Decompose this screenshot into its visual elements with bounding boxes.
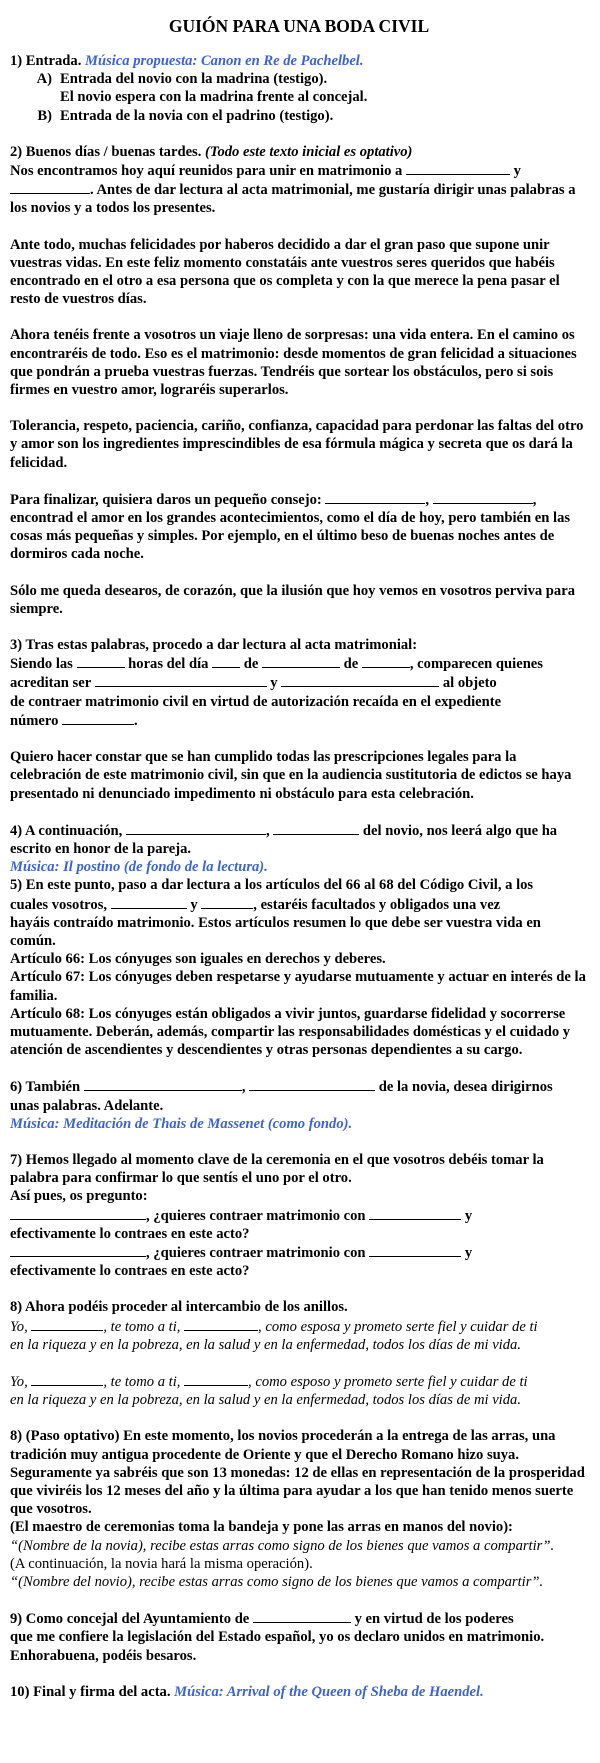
section-lectura-novio: [10, 821, 588, 877]
article-68: Artículo 68: Los cónyuges están obligados a vivir juntos, guardarse fidelidad y socorrerse mutuamente. Deberán, además, compartir las responsabilidades domésticas y el cuidado y atención de ascendientes y descendientes y otras personas dependientes a su cargo.: [10, 1005, 571, 1059]
paragraph-text: del novio, nos leerá algo que ha: [359, 822, 558, 839]
arras-quote: “(Nombre de la novia), recibe estas arras como signo de los bienes que vamos a compartir”.: [10, 1537, 555, 1554]
paragraph-text: cuales vosotros,: [10, 896, 111, 913]
paragraph-text: 6) También: [10, 1079, 84, 1096]
section-heading: 3) Tras estas palabras, procedo a dar lectura al acta matrimonial:: [10, 637, 418, 654]
paragraph: Así pues, os pregunto:: [10, 1188, 148, 1205]
fill-blank[interactable]: [201, 895, 253, 909]
fill-blank[interactable]: [325, 490, 425, 504]
paragraph: Quiero hacer constar que se han cumplido todas las prescripciones legales para la celebración de este matrimonio civil, sin que en la audiencia sustitutoria de edictos se haya presentado ni denunciado impedimento ni obstáculo para esta celebración.: [10, 749, 572, 802]
section-anillos: [10, 1298, 588, 1409]
music-note: Música: Arrival of the Queen of Sheba de Haendel.: [174, 1683, 484, 1700]
article-66: Artículo 66: Los cónyuges son iguales en derechos y deberes.: [10, 951, 386, 968]
section-heading: 2) Buenos días / buenas tardes.: [10, 143, 206, 160]
paragraph-text: de: [339, 656, 362, 673]
paragraph-text: 5) En este punto, paso a dar lectura a los artículos del 66 al 68 del Código Civil, a los: [10, 877, 534, 894]
document-page: [10, 8, 588, 1701]
paragraph: (El maestro de ceremonias toma la bandeja y pone las arras en manos del novio):: [10, 1519, 513, 1536]
vow-text: en la riqueza y en la pobreza, en la salud y en la enfermedad, todos los días de mi vida.: [10, 1336, 521, 1353]
paragraph-text: y: [461, 1207, 473, 1224]
paragraph-text: . Antes de dar lectura al acta matrimonial, me gustaría dirigir unas palabras a los novios y a todos los presentes.: [10, 182, 576, 217]
vow-text: , te tomo a ti,: [103, 1373, 185, 1390]
list-item-continuation: El novio espera con la madrina frente al concejal.: [60, 89, 368, 106]
paragraph-text: , ¿quieres contraer matrimonio con: [146, 1244, 370, 1261]
paragraph-text: hayáis contraído matrimonio. Estos artículos resumen lo que debe ser vuestra vida en común.: [10, 914, 541, 949]
fill-blank[interactable]: [62, 711, 134, 725]
vow-text: , como esposo y prometo serte fiel y cuidar de ti: [248, 1373, 528, 1390]
paragraph-text: que me confiere la legislación del Estado español, yo os declaro unidos en matrimonio. Enhorabuena, podéis besaros.: [10, 1629, 545, 1664]
paragraph-text: ,: [425, 491, 433, 508]
paragraph-text: Para finalizar, quisiera daros un pequeño consejo:: [10, 491, 326, 508]
fill-blank[interactable]: [212, 654, 240, 668]
paragraph-text: de la novia, desea dirigirnos: [375, 1079, 553, 1096]
list-item: Entrada del novio con la madrina (testigo).: [60, 71, 328, 88]
fill-blank[interactable]: [77, 654, 125, 668]
vow-text: , como esposa y prometo serte fiel y cuidar de ti: [258, 1318, 538, 1335]
paragraph-text: 9) Como concejal del Ayuntamiento de: [10, 1611, 253, 1628]
paragraph-text: y: [461, 1244, 473, 1261]
section-acta: [10, 636, 588, 803]
fill-blank[interactable]: [253, 1609, 351, 1623]
section-codigo-civil: [10, 876, 588, 1059]
paragraph-text: ,: [532, 491, 537, 508]
paragraph-text: efectivamente lo contraes en este acto?: [10, 1263, 250, 1280]
section-consentimiento: [10, 1151, 588, 1280]
paragraph: Ante todo, muchas felicidades por haberos decidido a dar el gran paso que supone unir vuestras vidas. En este feliz momento constatáis ante vuestros seres queridos que habéis encontrado en el otro a esa persona que os completa y con la que merece la pena pasar el resto de vuestros días.: [10, 236, 560, 308]
arras-quote: “(Nombre del novio), recibe estas arras como signo de los bienes que vamos a compartir”.: [10, 1574, 544, 1591]
paragraph-text: , estaréis facultados y obligados una vez: [253, 896, 501, 913]
fill-blank[interactable]: [369, 1243, 461, 1257]
paragraph-text: ,: [241, 1079, 250, 1096]
fill-blank[interactable]: [10, 1206, 146, 1220]
paragraph-text: horas del día: [124, 656, 213, 673]
paragraph-text: y: [266, 675, 282, 692]
paragraph-text: acreditan ser: [10, 675, 95, 692]
section-entrada: [10, 52, 588, 125]
fill-blank[interactable]: [10, 180, 90, 194]
section-declaracion: [10, 1609, 588, 1665]
paragraph-text: de: [240, 656, 262, 673]
paragraph-text: encontrad el amor en los grandes acontecimientos, como el día de hoy, pero también en las cosas más pequeñas y simples. Por ejemplo, en el último beso de buenas noches antes de dormiros cada noche.: [10, 510, 571, 563]
music-note: Música: Il postino (de fondo de la lectura).: [10, 859, 268, 876]
paragraph-text: Nos encontramos hoy aquí reunidos para unir en matrimonio a: [10, 163, 406, 180]
list-item: Entrada de la novia con el padrino (testigo).: [60, 107, 334, 124]
list-label: B): [37, 107, 52, 124]
paragraph-text: y: [509, 163, 521, 180]
paragraph-text: .: [134, 712, 138, 729]
section-arras: [10, 1427, 588, 1591]
vow-text: , te tomo a ti,: [103, 1318, 185, 1335]
paragraph: Tolerancia, respeto, paciencia, cariño, confianza, capacidad para perdonar las faltas del otro y amor son los ingredientes imprescindibles de esa fórmula mágica y secreta que os dará la felicidad.: [10, 418, 584, 471]
paragraph-text: Siendo las: [10, 656, 77, 673]
paragraph: 8) (Paso optativo) En este momento, los novios procederán a la entrega de las arras, una tradición muy antigua procedente de Oriente y que el Derecho Romano hizo suya. Seguramente ya sabréis que son 13 monedas: 12 de ellas en representación de la prosperidad que viviréis los 12 meses del año y la última para ayudar a los que han tenido menos suerte que vosotros.: [10, 1428, 585, 1518]
paragraph-text: y: [186, 896, 202, 913]
fill-blank[interactable]: [111, 895, 187, 909]
paragraph-text: 4) A continuación,: [10, 822, 126, 839]
vow-text: Yo,: [10, 1318, 32, 1335]
paragraph: 7) Hemos llegado al momento clave de la ceremonia en el que vosotros debéis tomar la palabra para confirmar lo que sentís el uno por el otro.: [10, 1151, 544, 1187]
paragraph-text: , comparecen quienes: [409, 656, 543, 673]
paragraph-text: efectivamente lo contraes en este acto?: [10, 1225, 250, 1242]
list-label: A): [36, 71, 52, 88]
vow-text: Yo,: [10, 1373, 32, 1390]
section-final: [10, 1683, 588, 1701]
paragraph: Sólo me queda desearos, de corazón, que la ilusión que hoy vemos en vosotros perviva para siempre.: [10, 582, 575, 617]
paragraph-text: ,: [265, 822, 274, 839]
fill-blank[interactable]: [433, 490, 533, 504]
paragraph-text: escrito en honor de la pareja.: [10, 840, 192, 857]
fill-blank[interactable]: [84, 1077, 242, 1091]
paragraph-text: de contraer matrimonio civil en virtud de autorización recaída en el expediente: [10, 693, 502, 710]
fill-blank[interactable]: [249, 1077, 375, 1091]
paragraph: Ahora tenéis frente a vosotros un viaje lleno de sorpresas: una vida entera. En el camino os encontraréis de todo. Eso es el matrimonio: desde momentos de gran felicidad a situaciones que pondrán a prueba vuestras fuerzas. Tendréis que sortear los obstáculos, pero si sois firmes en vuestro amor, lograréis superarlos.: [10, 327, 577, 399]
music-note: Música: Meditación de Thais de Massenet (como fondo).: [10, 1115, 353, 1132]
vow-text: en la riqueza y en la pobreza, en la salud y en la enfermedad, todos los días de mi vida.: [10, 1392, 521, 1409]
fill-blank[interactable]: [281, 673, 439, 687]
document-title: GUIÓN PARA UNA BODA CIVIL: [168, 16, 430, 36]
paragraph-text: unas palabras. Adelante.: [10, 1097, 164, 1114]
fill-blank[interactable]: [262, 654, 340, 668]
fill-blank[interactable]: [406, 161, 510, 175]
music-note: Música propuesta: Canon en Re de Pachelbel.: [85, 53, 364, 69]
paragraph: (A continuación, la novia hará la misma operación).: [10, 1555, 313, 1572]
optional-note: (Todo este texto inicial es optativo): [205, 143, 413, 160]
article-67: Artículo 67: Los cónyuges deben respetarse y ayudarse mutuamente y actuar en interés de la familia.: [10, 969, 586, 1004]
paragraph-text: al objeto: [439, 675, 497, 692]
section-heading: 1) Entrada.: [10, 53, 85, 69]
paragraph-text: y en virtud de los poderes: [350, 1611, 514, 1628]
section-heading: 8) Ahora podéis proceder al intercambio de los anillos.: [10, 1299, 348, 1316]
section-saludo: [10, 143, 588, 618]
fill-blank[interactable]: [362, 654, 410, 668]
section-heading: 10) Final y firma del acta.: [10, 1683, 175, 1700]
fill-blank[interactable]: [184, 1317, 258, 1331]
paragraph-text: , ¿quieres contraer matrimonio con: [146, 1207, 370, 1224]
fill-blank[interactable]: [369, 1206, 461, 1220]
fill-blank[interactable]: [95, 673, 267, 687]
section-lectura-novia: [10, 1077, 588, 1133]
fill-blank[interactable]: [126, 821, 266, 835]
paragraph-text: número: [10, 712, 63, 729]
fill-blank[interactable]: [10, 1243, 146, 1257]
fill-blank[interactable]: [184, 1372, 248, 1386]
fill-blank[interactable]: [273, 821, 359, 835]
fill-blank[interactable]: [31, 1317, 103, 1331]
fill-blank[interactable]: [31, 1372, 103, 1386]
